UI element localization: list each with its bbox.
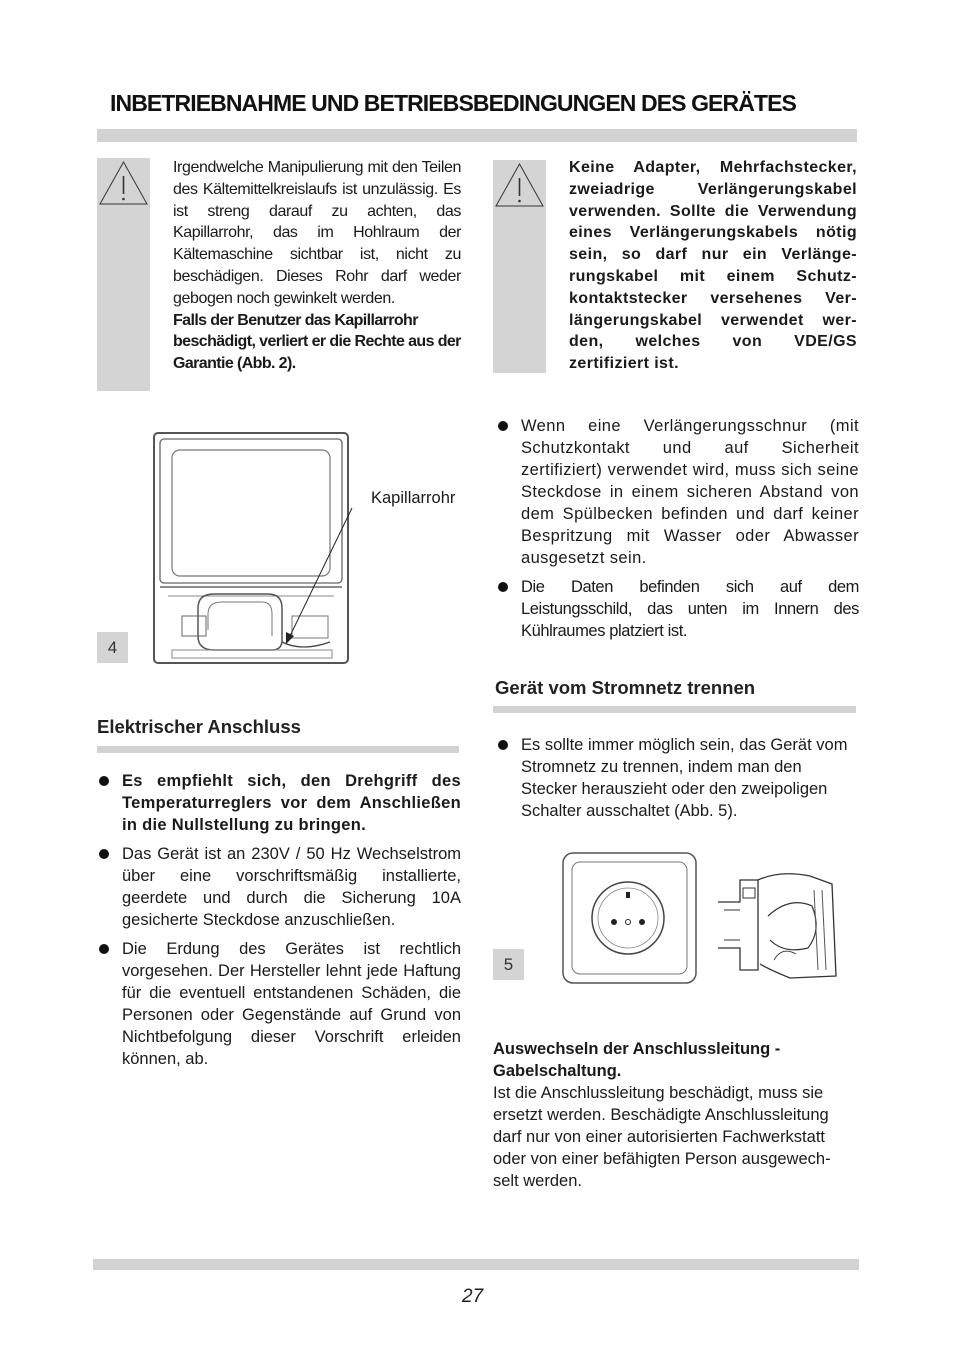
bullet-text: Es sollte immer möglich sein, das Gerät vom Stromnetz zu trennen, indem man den Stecker herauszieht oder den zweipoligen Schalter ausschaltet (Abb. 5). [521,736,848,820]
bullet-text: Das Gerät ist an 230V / 50 Hz Wechselstrom über eine vorschriftsmäßig installierte, geerdete und durch die Sicherung 10A gesicherte Steckdose anzuschließen. [122,845,461,929]
title-underline [97,129,857,142]
warning-box-right [493,160,546,373]
bullet-icon [99,849,109,859]
section-heading-trennen: Gerät vom Stromnetz trennen [495,677,756,698]
footer-rule [93,1259,859,1270]
auswechseln-text: Ist die Anschlussleitung beschädigt, muss sie ersetzt werden. Beschädigte Anschlussleitung darf nur von einer autorisierten Fachwerkstatt oder von einer befähigten Person ausgewech- selt werden. [493,1084,831,1190]
list-item [496,576,859,642]
auswechseln-heading: Auswechseln der Anschlussleitung - Gabelschaltung. [493,1040,781,1080]
bullet-text: Die Daten befinden sich auf dem Leistungsschild, das unten im Innern des Kühlraumes platziert ist. [521,578,859,640]
list-item [97,843,461,931]
bullet-icon [498,421,508,431]
socket-plug-illustration [560,850,845,990]
page-title: INBETRIEBNAHME UND BETRIEBSBEDINGUNGEN DES GERÄTES [110,90,796,116]
right-bullet-list [496,415,859,649]
list-item [496,415,859,569]
elektrisch-bullet-list [97,770,461,1077]
bullet-icon [99,776,109,786]
bullet-icon [498,582,508,592]
figure4-number: 4 [97,632,128,663]
list-item [97,770,461,836]
section-underline [97,746,459,753]
bullet-text: Die Erdung des Gerätes ist rechtlich vorgesehen. Der Hersteller lehnt jede Haftung für die eventuell entstandenen Schäden, die Personen oder Gegenstände auf Grund von Nichtbefolgung dieser Vorschrift erleiden können, ab. [122,940,461,1068]
bullet-icon [498,740,508,750]
list-item [97,938,461,1070]
bullet-icon [99,944,109,954]
list-item [496,734,859,822]
warning-triangle-icon [493,160,546,210]
bullet-text: Wenn eine Verlängerungsschnur (mit Schutzkontakt und auf Sicherheit zertifiziert) verwendet wird, muss sich seine Steckdose in einem sicheren Abstand von dem Spülbecken befinden und darf keiner Bespritzung mit Wasser oder Abwasser ausgesetzt sein. [521,417,859,567]
section-underline [493,706,856,713]
section-heading-elektrisch: Elektrischer Anschluss [97,716,301,737]
warning-left-body: Irgendwelche Manipulierung mit den Teilen des Kältemittelkreislaufs ist unzulässig. Es ist streng darauf zu achten, das Kapillarrohr, das im Hohlraum der Kältemaschine sichtbar ist, nicht zu beschädigen. Dieses Rohr darf weder gebogen noch gewinkelt werden. [173,159,461,307]
auswechseln-block [493,1038,858,1192]
trennen-bullet-list [496,734,859,829]
page-number: 27 [462,1286,484,1307]
figure4-callout-label: Kapillarrohr [371,489,456,507]
warning-right-text: Keine Adapter, Mehrfachstecker, zweiadrige Verlängerungskabel verwenden. Sollte die Verwendung eines Verlängerungskabels nötig sein, so darf nur ein Verlänge- rungskabel mit einem Schutz-kontaktstecker versehenes Ver-längerungskabel verwendet wer-den, welches von VDE/GS zertifiziert ist. [569,159,857,373]
warning-left-text [173,157,461,375]
warning-triangle-icon [97,158,150,208]
bullet-text: Es empfiehlt sich, den Drehgriff des Temperaturreglers vor dem Anschließen in die Nullstellung zu bringen. [122,772,461,834]
fridge-capillary-illustration [152,430,367,670]
warning-left-bold: Falls der Benutzer das Kapillarrohr beschädigt, verliert er die Rechte aus der Garantie (Abb. 2). [173,311,461,373]
figure5-number: 5 [493,949,524,980]
warning-box-left [97,158,150,391]
